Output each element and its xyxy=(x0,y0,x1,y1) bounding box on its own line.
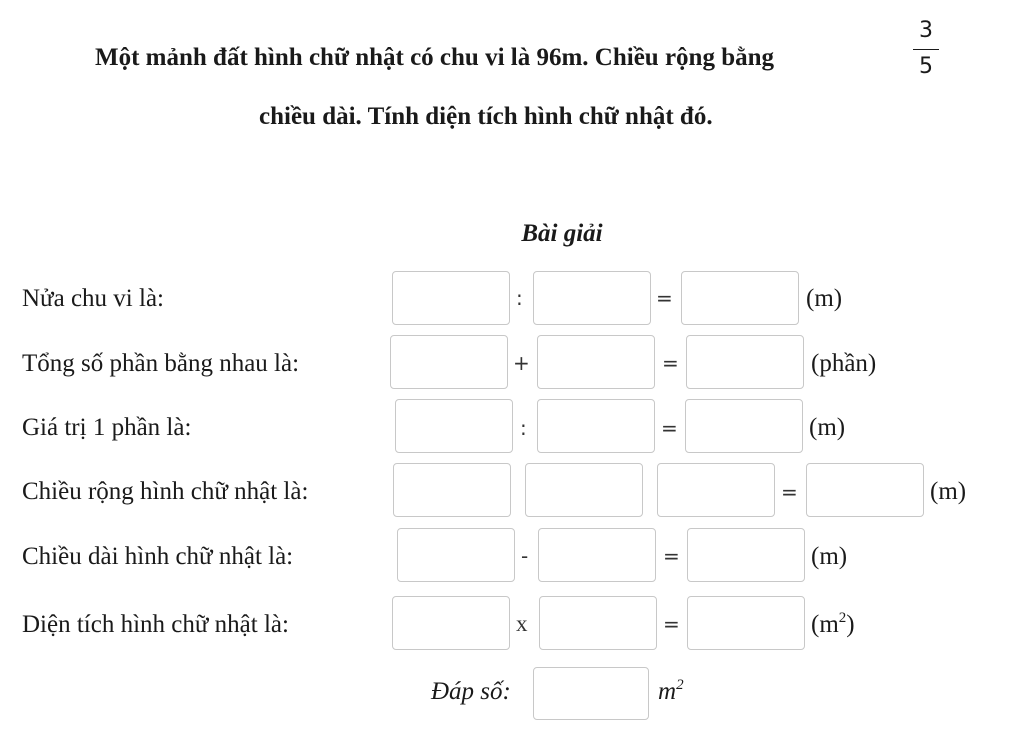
row-total-parts-label: Tổng số phần bằng nhau là: xyxy=(22,350,300,377)
row-half-perimeter-label: Nửa chu vi là: xyxy=(22,285,164,312)
unit-close: ) xyxy=(846,611,855,638)
width-operand-3-box[interactable] xyxy=(657,463,775,517)
answer-label: Đáp số: xyxy=(431,678,511,705)
operator-equals: = xyxy=(663,612,680,636)
operator-divide: : xyxy=(520,416,527,440)
unit-label: (m) xyxy=(809,414,846,441)
length-operand-1-box[interactable] xyxy=(397,528,515,582)
unit-label: (m) xyxy=(930,478,967,505)
fraction xyxy=(910,20,942,78)
operator-plus: + xyxy=(513,351,530,375)
one-part-operand-1-box[interactable] xyxy=(395,399,513,453)
row-area-label: Diện tích hình chữ nhật là: xyxy=(22,611,289,638)
one-part-operand-2-box[interactable] xyxy=(537,399,655,453)
area-operand-2-box[interactable] xyxy=(539,596,657,650)
fraction-numerator: 3 xyxy=(919,18,933,43)
fraction-denominator: 5 xyxy=(919,54,933,79)
row-length-label: Chiều dài hình chữ nhật là: xyxy=(22,543,294,570)
operator-equals: = xyxy=(781,480,798,504)
unit-label: (phần) xyxy=(811,350,877,377)
unit-label: (m) xyxy=(811,543,848,570)
operator-multiply: x xyxy=(516,611,528,636)
operator-equals: = xyxy=(661,416,678,440)
operator-divide: : xyxy=(516,286,523,310)
total-parts-operand-2-box[interactable] xyxy=(537,335,655,389)
operator-equals: = xyxy=(663,544,680,568)
width-result-box[interactable] xyxy=(806,463,924,517)
answer-box[interactable] xyxy=(533,667,649,720)
row-width-label: Chiều rộng hình chữ nhật là: xyxy=(22,478,309,505)
length-operand-2-box[interactable] xyxy=(538,528,656,582)
unit-exponent: 2 xyxy=(838,610,847,626)
problem-text-line-2: chiều dài. Tính diện tích hình chữ nhật đó. xyxy=(259,103,713,130)
one-part-result-box[interactable] xyxy=(685,399,803,453)
area-result-box[interactable] xyxy=(687,596,805,650)
half-perimeter-operand-1-box[interactable] xyxy=(392,271,510,325)
total-parts-operand-1-box[interactable] xyxy=(390,335,508,389)
total-parts-result-box[interactable] xyxy=(686,335,804,389)
answer-unit-exponent: 2 xyxy=(676,677,684,693)
half-perimeter-result-box[interactable] xyxy=(681,271,799,325)
width-operand-1-box[interactable] xyxy=(393,463,511,517)
length-result-box[interactable] xyxy=(687,528,805,582)
operator-equals: = xyxy=(656,286,673,310)
row-one-part-value-label: Giá trị 1 phần là: xyxy=(22,414,192,441)
unit-base: (m xyxy=(811,611,839,638)
operator-equals: = xyxy=(662,351,679,375)
area-operand-1-box[interactable] xyxy=(392,596,510,650)
unit-label: (m) xyxy=(806,285,843,312)
half-perimeter-operand-2-box[interactable] xyxy=(533,271,651,325)
answer-unit-base: m xyxy=(658,678,677,705)
problem-text-line-1: Một mảnh đất hình chữ nhật có chu vi là 96m. Chiều rộng bằng xyxy=(95,44,775,71)
answer-unit xyxy=(658,679,684,704)
fraction-bar xyxy=(913,49,939,50)
solution-title: Bài giải xyxy=(521,220,603,247)
unit-label-area xyxy=(811,612,855,637)
width-operand-2-box[interactable] xyxy=(525,463,643,517)
operator-minus: - xyxy=(521,544,529,568)
